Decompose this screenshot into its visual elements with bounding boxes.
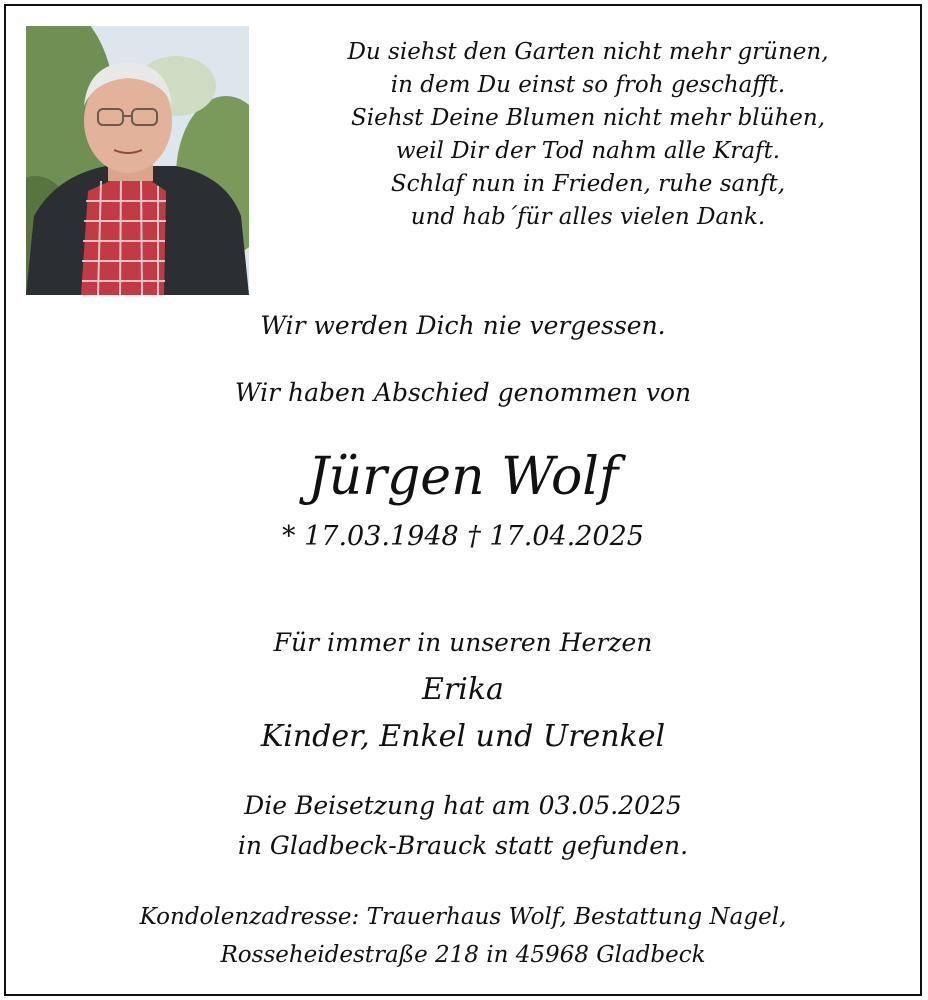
condolence-street-line: Rosseheidestraße 218 in 45968 Gladbeck [220,942,706,968]
poem-line: in dem Du einst so froh geschafft. [390,72,786,98]
funeral-place-line: in Gladbeck-Brauck statt gefunden. [237,831,689,860]
portrait-illustration [26,26,249,295]
mourners-heading: Für immer in unseren Herzen [273,628,653,657]
poem-line: Schlaf nun in Frieden, ruhe sanft, [390,171,786,197]
mourner-family: Kinder, Enkel und Urenkel [260,719,666,754]
never-forget-line: Wir werden Dich nie vergessen. [260,311,666,340]
obituary-notice [4,4,922,996]
memorial-poem [268,36,908,234]
poem-line: Siehst Deine Blumen nicht mehr blühen, [350,105,826,131]
poem-line: Du siehst den Garten nicht mehr grünen, [347,39,829,65]
portrait-photo [26,26,249,295]
poem-line: weil Dir der Tod nahm alle Kraft. [395,138,781,164]
mourner-spouse: Erika [422,672,504,707]
deceased-name: Jürgen Wolf [307,447,619,507]
funeral-date-line: Die Beisetzung hat am 03.05.2025 [244,791,682,820]
life-dates: * 17.03.1948 † 17.04.2025 [282,521,644,552]
poem-line: und hab´für alles vielen Dank. [410,204,766,230]
condolence-address-line: Kondolenzadresse: Trauerhaus Wolf, Bestattung Nagel, [139,904,787,930]
farewell-line: Wir haben Abschied genommen von [234,378,692,407]
